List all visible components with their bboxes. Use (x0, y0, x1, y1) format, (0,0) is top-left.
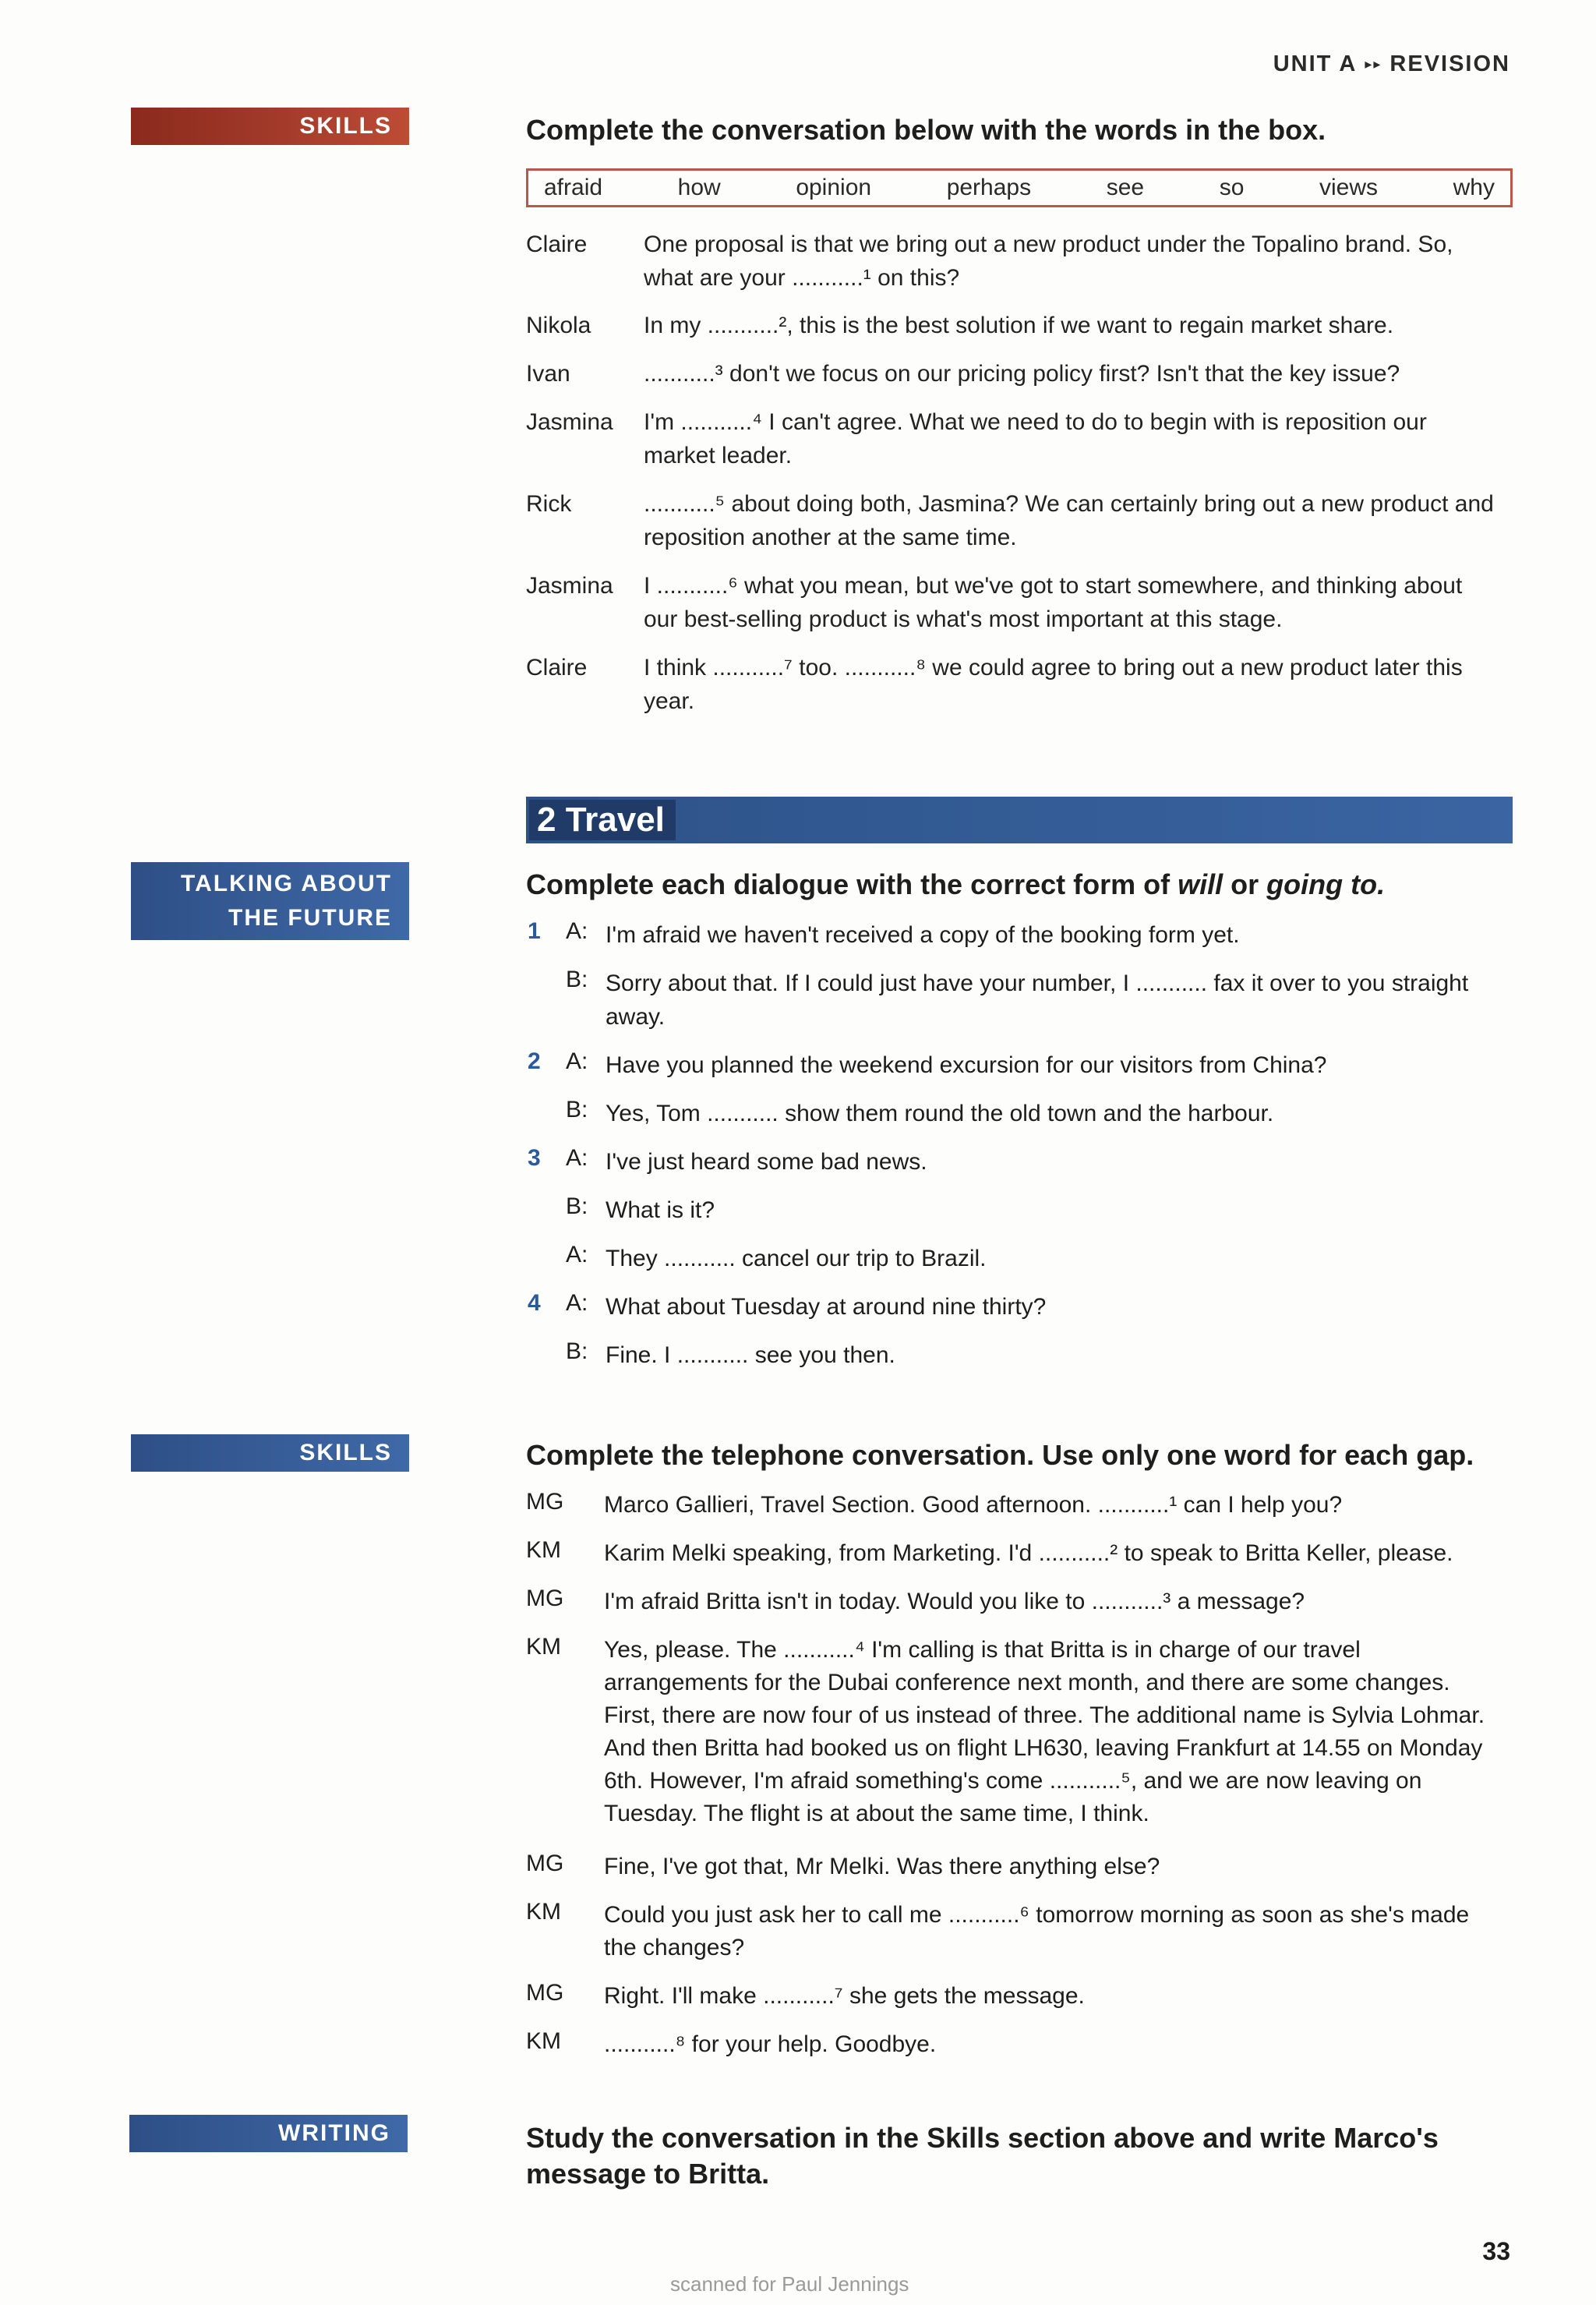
word: perhaps (946, 175, 1032, 200)
line-text: ...........⁵ about doing both, Jasmina? We can certainly bring out a new product and reposition another at the same time. (644, 491, 1494, 550)
unit-label: UNIT A (1273, 51, 1358, 76)
speaker-role: A: (566, 1290, 588, 1316)
skills-label: SKILLS (131, 108, 409, 145)
line-text: ...........⁸ for your help. Goodbye. (604, 2031, 937, 2057)
line-text: Fine, I've got that, Mr Melki. Was there anything else? (604, 1854, 1160, 1879)
heading-going-to: going to. (1266, 868, 1386, 900)
speaker-role: A: (566, 1048, 588, 1074)
speaker-initials: MG (526, 1980, 564, 2006)
line-text: What is it? (606, 1197, 715, 1223)
word: how (677, 175, 721, 200)
word-box (526, 168, 1513, 207)
line-text: They ........... cancel our trip to Brazil. (606, 1246, 987, 1271)
page-number: 33 (1482, 2237, 1510, 2265)
writing-label: WRITING (129, 2115, 408, 2152)
double-arrow-icon: ▸▸ (1365, 56, 1382, 72)
heading-text: Complete each dialogue with the correct form of (526, 868, 1178, 900)
speaker-initials: MG (526, 1489, 564, 1515)
writing-task-heading: Study the conversation in the Skills section above and write Marco's message to Britta. (526, 2122, 1439, 2190)
line-text: I ...........⁶ what you mean, but we've got to start somewhere, and thinking about our best-selling product is what's most important at this stage. (644, 573, 1463, 632)
word: see (1106, 175, 1145, 200)
line-text: Karim Melki speaking, from Marketing. I'd ...........² to speak to Britta Keller, please. (604, 1540, 1453, 1566)
line-text: Marco Gallieri, Travel Section. Good afternoon. ...........¹ can I help you? (604, 1492, 1343, 1518)
talking-about-future-label: TALKING ABOUT THE FUTURE (131, 862, 409, 940)
line-text: Fine. I ........... see you then. (606, 1342, 895, 1368)
line-text: I think ...........⁷ too. ...........⁸ we could agree to bring out a new product later this year. (644, 655, 1463, 714)
unit-header (1273, 51, 1510, 77)
word: views (1319, 175, 1379, 200)
line-text: Sorry about that. If I could just have your number, I ........... fax it over to you straight away. (606, 970, 1469, 1030)
word: afraid (544, 175, 603, 200)
line-text: I'm afraid we haven't received a copy of the booking form yet. (606, 922, 1240, 948)
item-number: 1 (528, 918, 541, 944)
speaker-name: Jasmina (526, 409, 613, 435)
speaker-name: Rick (526, 491, 572, 517)
speaker-role: B: (566, 1097, 588, 1122)
word: opinion (796, 175, 872, 200)
speaker-name: Jasmina (526, 573, 613, 599)
speaker-initials: MG (526, 1851, 564, 1876)
item-number: 2 (528, 1048, 541, 1074)
travel-section-title: 2 Travel (529, 800, 676, 840)
speaker-name: Ivan (526, 361, 570, 387)
line-text: I've just heard some bad news. (606, 1149, 927, 1175)
line-text: Could you just ask her to call me ...........⁶ tomorrow morning as soon as she's made the changes? (604, 1902, 1470, 1960)
line-text: ...........³ don't we focus on our pricing policy first? Isn't that the key issue? (644, 361, 1400, 387)
speaker-initials: KM (526, 2028, 561, 2054)
speaker-initials: MG (526, 1586, 564, 1611)
speaker-role: B: (566, 967, 588, 992)
speaker-name: Claire (526, 655, 588, 681)
speaker-role: B: (566, 1193, 588, 1219)
line-text: One proposal is that we bring out a new product under the Topalino brand. So, what are your ...........¹ on this? (644, 232, 1453, 291)
item-number: 4 (528, 1290, 541, 1316)
line-text: I'm ...........⁴ I can't agree. What we need to do to begin with is reposition our market leader. (644, 409, 1427, 468)
line-text: Yes, please. The ...........⁴ I'm calling is that Britta is in charge of our travel arrangements for the Dubai conference next month, and there are some changes. First, there are now four of us instead of three. The additional name is Sylvia Lohmar. And then Britta had booked us on flight LH630, leaving Frankfurt at 14.55 on Monday 6th. However, I'm afraid something's come ...........⁵, and we are now leaving on Tuesday. The flight is at about the same time, I think. (604, 1637, 1485, 1826)
speaker-name: Nikola (526, 313, 591, 338)
line-text: I'm afraid Britta isn't in today. Would you like to ...........³ a message? (604, 1589, 1305, 1614)
speaker-role: A: (566, 1145, 588, 1171)
line-text: Right. I'll make ...........⁷ she gets the message. (604, 1983, 1085, 2009)
speaker-initials: KM (526, 1537, 561, 1563)
word: so (1219, 175, 1245, 200)
section-label: REVISION (1389, 51, 1510, 76)
speaker-initials: KM (526, 1899, 561, 1925)
exercise-3-heading: Complete the telephone conversation. Use only one word for each gap. (526, 1439, 1474, 1471)
word: why (1453, 175, 1495, 200)
speaker-name: Claire (526, 232, 588, 257)
scan-credit: scanned for Paul Jennings (670, 2272, 909, 2296)
exercise-2-heading (526, 868, 1385, 901)
line-text: Yes, Tom ........... show them round the old town and the harbour. (606, 1101, 1274, 1126)
heading-will: will (1178, 868, 1223, 900)
speaker-role: B: (566, 1338, 588, 1364)
speaker-role: A: (566, 918, 588, 944)
line-text: What about Tuesday at around nine thirty? (606, 1294, 1047, 1320)
speaker-role: A: (566, 1242, 588, 1267)
skills-label-2: SKILLS (131, 1434, 409, 1472)
item-number: 3 (528, 1145, 541, 1171)
line-text: In my ...........², this is the best solution if we want to regain market share. (644, 313, 1394, 338)
speaker-initials: KM (526, 1634, 561, 1660)
heading-or: or (1223, 868, 1267, 900)
line-text: Have you planned the weekend excursion for our visitors from China? (606, 1052, 1327, 1078)
exercise-1-heading: Complete the conversation below with the words in the box. (526, 114, 1326, 146)
